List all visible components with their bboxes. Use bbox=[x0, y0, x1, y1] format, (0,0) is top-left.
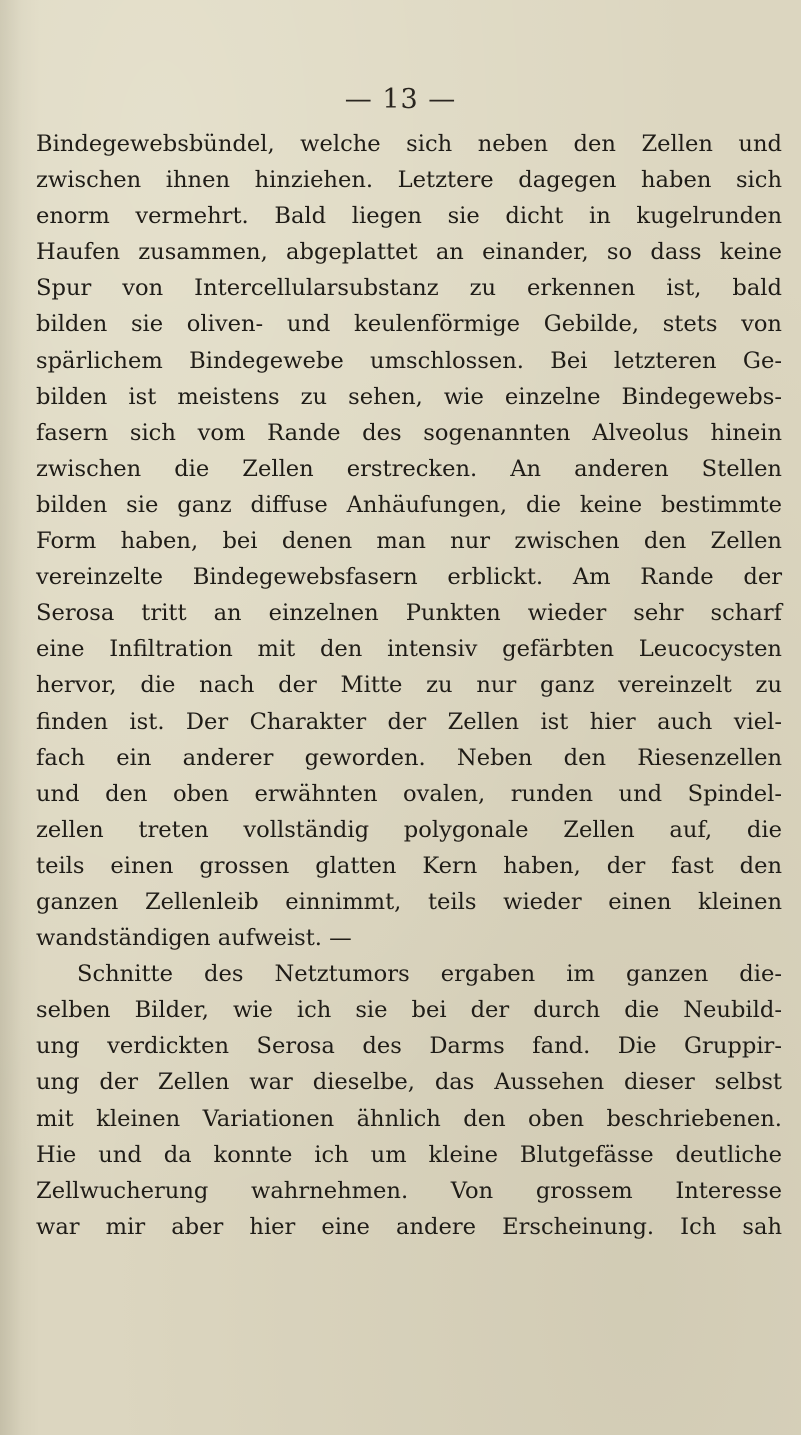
text-line: spärlichem Bindegewebe umschlossen. Bei letzteren Ge- bbox=[36, 347, 782, 374]
text-line: Spur von Intercellularsubstanz zu erkennen ist, bald bbox=[36, 275, 782, 302]
text-line: ung verdickten Serosa des Darms fand. Die Gruppir- bbox=[36, 1033, 782, 1060]
text-line: fach ein anderer geworden. Neben den Riesenzellen bbox=[36, 744, 782, 771]
text-line: war mir aber hier eine andere Erscheinung. Ich sah bbox=[36, 1213, 782, 1240]
text-line: fasern sich vom Rande des sogenannten Alveolus hinein bbox=[36, 419, 782, 446]
paragraph-start-line: Schnitte des Netztumors ergaben im ganzen die- bbox=[77, 961, 782, 988]
paragraph-end-line: wandständigen aufweist. — bbox=[36, 925, 352, 952]
text-line: ung der Zellen war dieselbe, das Aussehen dieser selbst bbox=[36, 1069, 782, 1096]
page-number: — 13 — bbox=[344, 84, 457, 115]
text-line: eine Infiltration mit den intensiv gefärbten Leucocysten bbox=[36, 636, 782, 663]
text-line: bilden sie oliven- und keulenförmige Gebilde, stets von bbox=[36, 311, 782, 338]
body-text bbox=[36, 126, 782, 1245]
text-line: vereinzelte Bindegewebsfasern erblickt. Am Rande der bbox=[36, 564, 782, 591]
text-line: finden ist. Der Charakter der Zellen ist hier auch viel- bbox=[36, 708, 782, 735]
text-line: Haufen zusammen, abgeplattet an einander, so dass keine bbox=[36, 239, 782, 266]
text-line: enorm vermehrt. Bald liegen sie dicht in kugelrunden bbox=[36, 203, 782, 230]
text-line: und den oben erwähnten ovalen, runden und Spindel- bbox=[36, 780, 782, 807]
text-line: zwischen die Zellen erstrecken. An anderen Stellen bbox=[36, 455, 782, 482]
text-line: bilden sie ganz diffuse Anhäufungen, die keine bestimmte bbox=[36, 491, 782, 518]
text-line: Serosa tritt an einzelnen Punkten wieder sehr scharf bbox=[36, 600, 782, 627]
text-line: Zellwucherung wahrnehmen. Von grossem Interesse bbox=[36, 1177, 782, 1204]
text-line: Hie und da konnte ich um kleine Blutgefässe deutliche bbox=[36, 1141, 782, 1168]
text-line: zwischen ihnen hinziehen. Letztere dagegen haben sich bbox=[36, 167, 782, 194]
text-line: selben Bilder, wie ich sie bei der durch die Neubild- bbox=[36, 997, 782, 1024]
text-line: teils einen grossen glatten Kern haben, der fast den bbox=[36, 852, 782, 879]
text-line: Bindegewebsbündel, welche sich neben den Zellen und bbox=[36, 131, 782, 157]
text-line: Form haben, bei denen man nur zwischen den Zellen bbox=[36, 528, 782, 555]
text-line: hervor, die nach der Mitte zu nur ganz vereinzelt zu bbox=[36, 672, 782, 699]
text-line: mit kleinen Variationen ähnlich den oben beschriebenen. bbox=[36, 1105, 782, 1132]
text-line: zellen treten vollständig polygonale Zellen auf, die bbox=[36, 816, 782, 843]
text-line: bilden ist meistens zu sehen, wie einzelne Bindegewebs- bbox=[36, 383, 782, 410]
text-line: ganzen Zellenleib einnimmt, teils wieder einen kleinen bbox=[36, 888, 782, 915]
